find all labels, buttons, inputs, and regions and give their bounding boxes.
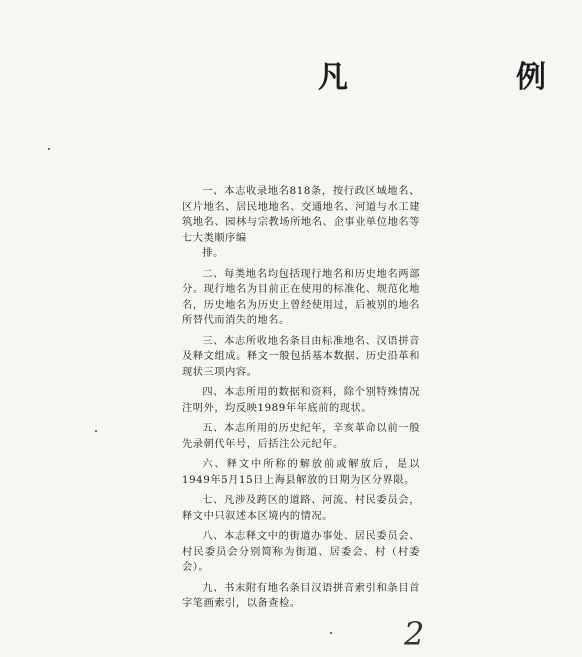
paragraph-1-continued: 排。 xyxy=(202,248,224,259)
scan-speck xyxy=(330,632,332,634)
paragraph-7: 七、凡涉及跨区的道路、河流、村民委员会，释文中只叙述本区境内的情况。 xyxy=(182,495,420,522)
paragraph-9: 九、书末附有地名条目汉语拼音索引和条目首字笔画索引，以备查检。 xyxy=(182,582,420,609)
paragraph-2: 二、每类地名均包括现行地名和历史地名两部分。现行地名为目前正在使用的标准化、规范化地名，历史地名为历史上曾经使用过，后被别的地名所替代而消失的地名。 xyxy=(182,268,420,326)
paragraph-8: 八、本志释文中的街道办事处、居民委员会、村民委员会分别简称为街道、居委会、村（村委会）。 xyxy=(182,531,420,573)
scan-speck xyxy=(48,148,50,150)
paragraph-4: 四、本志所用的数据和资料，除个别特殊情况注明外，均反映1989年年底前的现状。 xyxy=(182,387,420,414)
guidelines-body xyxy=(182,184,420,617)
scan-speck xyxy=(95,430,97,432)
handwritten-page-mark: 2 xyxy=(404,615,425,653)
paragraph-3: 三、本志所收地名条目由标准地名、汉语拼音及释文组成。释文一般包括基本数据、历史沿革和现状三项内容。 xyxy=(182,335,420,378)
paragraph-6: 六、释文中所称的解放前或解放后，是以1949年5月15日上海县解放的日期为区分界限。 xyxy=(182,459,420,486)
paragraph-5: 五、本志所用的历史纪年，辛亥革命以前一般先录朝代年号，后括注公元纪年。 xyxy=(182,423,420,450)
page-title: 凡 例 xyxy=(318,60,582,95)
paragraph-1: 一、本志收录地名818条，按行政区域地名、区片地名、居民地地名、交通地名、河道与水工建筑地名、园林与宗教场所地名、企事业单位地名等七大类顺序编 xyxy=(182,186,420,244)
